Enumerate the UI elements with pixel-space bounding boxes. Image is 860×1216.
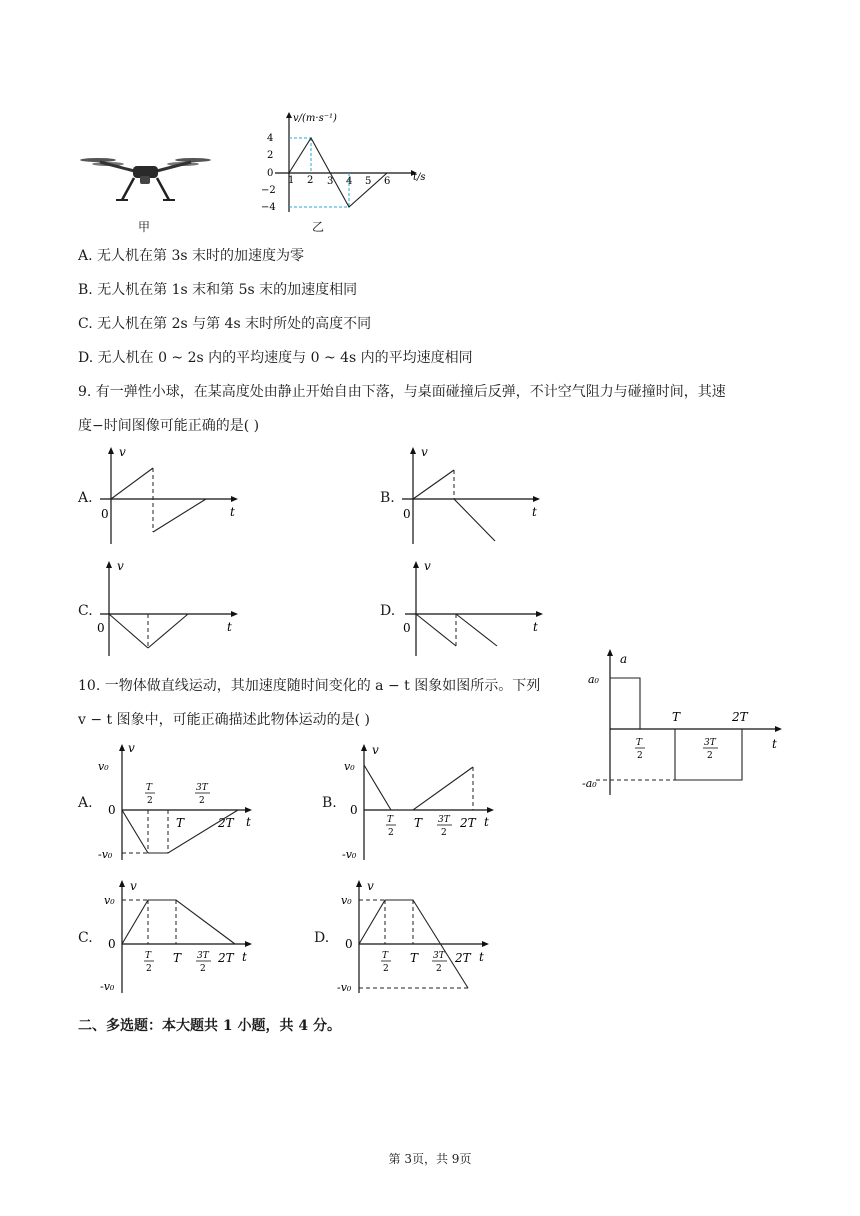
svg-text:-v₀: -v₀ [337, 981, 352, 994]
svg-text:t: t [246, 815, 251, 829]
section-heading: 二、多选题：本大题共 1 小题，共 4 分。 [78, 1018, 341, 1034]
svg-text:-a₀: -a₀ [582, 777, 597, 790]
q8-xtick-1: 1 [288, 175, 295, 186]
q8-option-a: A. 无人机在第 3s 末时的加速度为零 [78, 248, 305, 264]
svg-text:v: v [119, 445, 126, 459]
svg-text:3T: 3T [438, 815, 450, 825]
svg-text:T: T [414, 816, 423, 830]
svg-text:v: v [130, 879, 137, 893]
svg-text:t: t [230, 505, 235, 519]
svg-text:0: 0 [97, 621, 105, 635]
q10-stem-line1: 10. 一物体做直线运动，其加速度随时间变化的 a − t 图象如图所示。下列 [78, 678, 541, 694]
q9-label-a: A. [78, 490, 93, 506]
svg-text:2T: 2T [732, 710, 748, 724]
svg-text:3T: 3T [196, 783, 208, 793]
q10-graph-b [340, 740, 510, 865]
svg-text:v: v [128, 741, 135, 755]
drone-image [78, 150, 213, 220]
q10-label-d: D. [314, 930, 330, 946]
svg-text:2: 2 [707, 751, 713, 761]
q8-option-d: D. 无人机在 0 ~ 2s 内的平均速度与 0 ~ 4s 内的平均速度相同 [78, 350, 473, 366]
svg-text:a₀: a₀ [588, 673, 599, 686]
svg-text:2T: 2T [218, 951, 234, 965]
q9-stem-line2: 度−时间图像可能正确的是( ) [78, 418, 260, 434]
q9-graph-c [95, 558, 250, 658]
q9-label-b: B. [380, 490, 395, 506]
svg-text:T: T [636, 738, 643, 748]
svg-text:-v₀: -v₀ [100, 980, 115, 993]
svg-text:0: 0 [345, 937, 353, 951]
svg-text:t: t [227, 620, 232, 634]
svg-text:2T: 2T [455, 951, 471, 965]
svg-text:2: 2 [147, 796, 153, 806]
q8-ytick-neg2: −2 [261, 185, 276, 196]
q8-option-b: B. 无人机在第 1s 末和第 5s 末的加速度相同 [78, 282, 358, 298]
q9-graph-b [397, 444, 552, 549]
svg-text:t: t [772, 737, 777, 751]
svg-text:t: t [533, 620, 538, 634]
q8-xtick-6: 6 [384, 176, 391, 187]
svg-text:t: t [479, 950, 484, 964]
svg-text:2: 2 [388, 828, 394, 838]
svg-text:3T: 3T [433, 951, 445, 961]
q9-graph-a [95, 444, 250, 549]
q8-ytick-2: 2 [267, 150, 274, 161]
q8-ytick-neg4: −4 [261, 202, 276, 213]
q10-at-graph [580, 645, 790, 805]
svg-text:v₀: v₀ [98, 760, 109, 773]
svg-text:2: 2 [146, 964, 152, 974]
svg-text:2: 2 [383, 964, 389, 974]
svg-text:2: 2 [441, 828, 447, 838]
q10-graph-c [98, 878, 268, 998]
svg-text:T: T [173, 951, 182, 965]
svg-text:0: 0 [403, 621, 411, 635]
q10-stem-line2: v − t 图象中，可能正确描述此物体运动的是( ) [78, 712, 370, 728]
svg-text:0: 0 [108, 937, 116, 951]
q8-xtick-2: 2 [307, 175, 314, 186]
svg-text:0: 0 [108, 803, 116, 817]
svg-text:2: 2 [436, 964, 442, 974]
svg-text:T: T [145, 951, 152, 961]
q10-graph-a [98, 740, 268, 865]
q10-label-a: A. [78, 795, 93, 811]
page-footer: 第 3页，共 9页 [388, 1152, 472, 1166]
svg-text:0: 0 [101, 507, 109, 521]
svg-text:v: v [367, 879, 374, 893]
q8-xtick-3: 3 [327, 176, 334, 187]
q8-xlabel: t/s [413, 172, 426, 183]
svg-text:v₀: v₀ [344, 760, 355, 773]
svg-text:2: 2 [200, 964, 206, 974]
svg-text:v: v [117, 559, 124, 573]
svg-text:3T: 3T [197, 951, 209, 961]
svg-text:t: t [532, 505, 537, 519]
svg-text:v: v [372, 743, 379, 757]
q10-label-c: C. [78, 930, 93, 946]
svg-text:t: t [242, 950, 247, 964]
svg-text:-v₀: -v₀ [98, 848, 113, 861]
q9-stem-line1: 9. 有一弹性小球，在某高度处由静止开始自由下落，与桌面碰撞后反弹，不计空气阻力与碰撞时间，其速 [78, 384, 726, 400]
caption-jia: 甲 [138, 220, 151, 234]
svg-text:T: T [176, 816, 185, 830]
caption-yi: 乙 [312, 220, 325, 234]
svg-text:v₀: v₀ [341, 894, 352, 907]
svg-text:2: 2 [637, 751, 643, 761]
q9-graph-d [397, 558, 552, 658]
q8-vt-graph [255, 110, 435, 225]
q10-graph-d [335, 878, 505, 998]
svg-text:v: v [421, 445, 428, 459]
svg-text:2: 2 [199, 796, 205, 806]
svg-text:T: T [672, 710, 681, 724]
q8-option-c: C. 无人机在第 2s 与第 4s 末时所处的高度不同 [78, 316, 372, 332]
svg-text:2T: 2T [218, 816, 234, 830]
q9-label-c: C. [78, 603, 93, 619]
svg-text:a: a [620, 652, 628, 666]
svg-text:T: T [410, 951, 419, 965]
svg-text:T: T [146, 783, 153, 793]
q8-xtick-4: 4 [346, 176, 353, 187]
q8-ytick-4: 4 [267, 133, 274, 144]
q8-ylabel: v/(m·s⁻¹) [293, 113, 337, 124]
svg-text:0: 0 [403, 507, 411, 521]
svg-text:T: T [382, 951, 389, 961]
q9-label-d: D. [380, 603, 396, 619]
svg-text:3T: 3T [704, 738, 716, 748]
svg-text:t: t [484, 815, 489, 829]
svg-text:2T: 2T [460, 816, 476, 830]
svg-text:0: 0 [350, 803, 358, 817]
q8-xtick-5: 5 [365, 176, 372, 187]
svg-text:-v₀: -v₀ [342, 848, 357, 861]
q8-ytick-0: 0 [267, 168, 274, 179]
svg-text:T: T [387, 815, 394, 825]
svg-text:v: v [424, 559, 431, 573]
q10-label-b: B. [322, 795, 337, 811]
svg-text:v₀: v₀ [104, 894, 115, 907]
